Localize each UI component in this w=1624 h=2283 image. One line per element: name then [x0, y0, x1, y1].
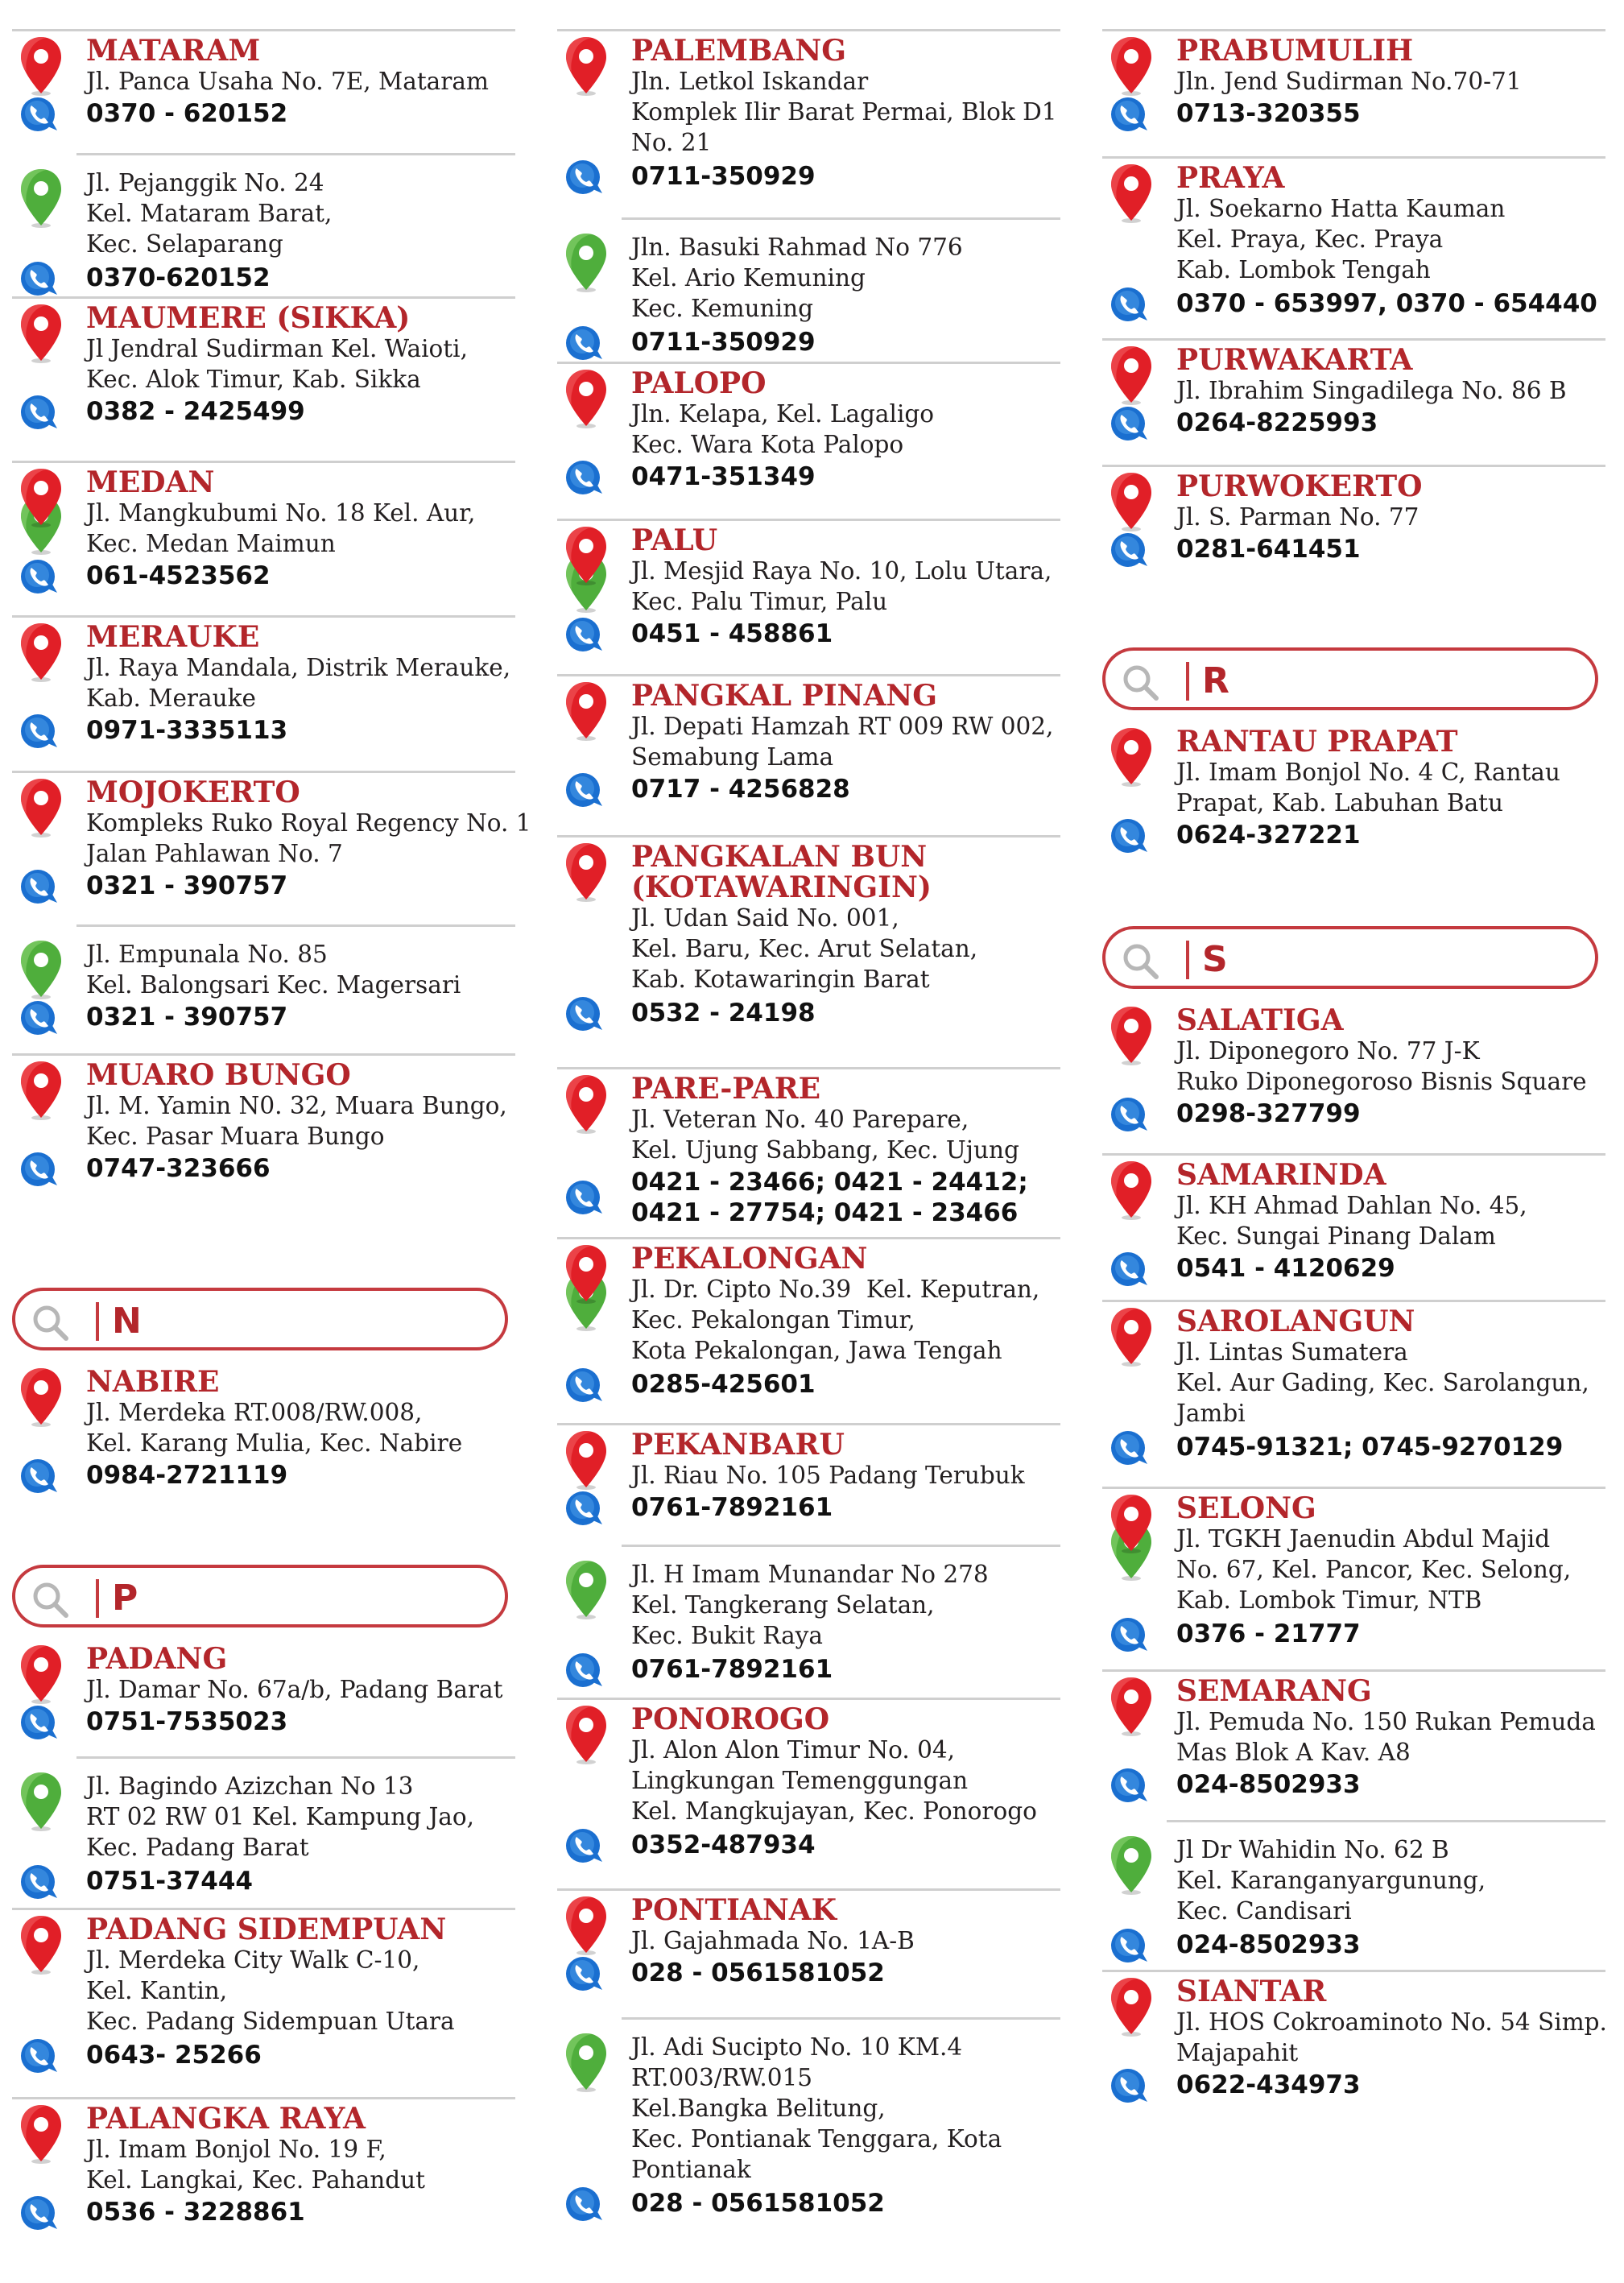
city-name: NABIRE — [86, 1365, 220, 1399]
phone-number: 0264-8225993 — [1176, 408, 1378, 437]
separator — [557, 362, 1060, 364]
separator — [1102, 1669, 1605, 1672]
phone-icon — [565, 1178, 604, 1217]
phone-number: 0285-425601 — [631, 1370, 816, 1399]
separator — [12, 1908, 515, 1910]
phone-icon — [20, 1703, 59, 1742]
map-pin-icon — [1109, 163, 1154, 224]
address: Jln. Letkol Iskandar Komplek Ilir Barat Permai, Blok D1 No. 21 — [631, 68, 1057, 156]
separator — [76, 1756, 515, 1759]
phone-number: 0643- 25266 — [86, 2041, 262, 2070]
map-pin-icon — [1109, 35, 1154, 97]
map-pin-icon — [564, 1243, 609, 1332]
search-icon — [1120, 941, 1160, 981]
map-pin-icon — [564, 1895, 609, 1956]
city-name: PONTIANAK — [631, 1893, 837, 1927]
address: Jl. M. Yamin N0. 32, Muara Bungo, Kec. Pasar Muara Bungo — [86, 1092, 507, 1150]
separator — [12, 615, 515, 618]
separator — [1167, 1820, 1605, 1822]
separator — [557, 519, 1060, 521]
separator — [557, 1888, 1060, 1891]
phone-icon — [1110, 1250, 1149, 1288]
phone-icon — [20, 2194, 59, 2232]
phone-number: 0352-487934 — [631, 1830, 816, 1859]
phone-number: 0751-7535023 — [86, 1707, 288, 1736]
city-name: PALU — [631, 523, 718, 557]
phone-number: 0321 - 390757 — [86, 1003, 288, 1032]
map-pin-icon — [564, 842, 609, 903]
phone-number: 0321 - 390757 — [86, 871, 288, 900]
map-pin-icon — [19, 622, 64, 683]
address: Jl. Panca Usaha No. 7E, Mataram — [86, 68, 489, 95]
address: Jl. Dr. Cipto No.39 Kel. Keputran, Kec. Pekalongan Timur, Kota Pekalongan, Jawa Tengah — [631, 1276, 1040, 1364]
separator — [557, 29, 1060, 31]
map-pin-green-icon — [564, 232, 609, 293]
address: Jl. Imam Bonjol No. 4 C, Rantau Prapat, Kab. Labuhan Batu — [1176, 759, 1560, 817]
city-name: PALEMBANG — [631, 34, 846, 68]
separator — [557, 1698, 1060, 1700]
city-name: PALOPO — [631, 366, 767, 400]
phone-icon — [565, 158, 604, 196]
phone-icon — [20, 1457, 59, 1495]
separator — [1102, 29, 1605, 31]
address: Jl. HOS Cokroaminoto No. 54 Simp. Majapahit — [1176, 2008, 1607, 2066]
address: Jl. Merdeka RT.008/RW.008, Kel. Karang Mulia, Kec. Nabire — [86, 1399, 463, 1457]
separator — [1102, 156, 1605, 159]
separator — [557, 674, 1060, 676]
address: Jl. Mangkubumi No. 18 Kel. Aur, Kec. Medan Maimun — [86, 499, 476, 557]
map-pin-green-icon — [19, 1771, 64, 1832]
city-name: MEDAN — [86, 465, 215, 499]
phone-icon — [1110, 1429, 1149, 1467]
map-pin-icon — [19, 467, 64, 556]
phone-number: 024-8502933 — [1176, 1930, 1361, 1959]
section-letter: S — [1202, 939, 1228, 980]
separator — [557, 1423, 1060, 1425]
address: Jl. Merdeka City Walk C-10, Kel. Kantin, Kec. Padang Sidempuan Utara — [86, 1946, 455, 2035]
separator — [12, 771, 515, 773]
city-name: SELONG — [1176, 1491, 1316, 1525]
phone-icon — [20, 393, 59, 432]
phone-icon — [565, 1489, 604, 1528]
map-pin-icon — [564, 1429, 609, 1491]
phone-number: 0751-37444 — [86, 1867, 253, 1896]
city-name: PANGKALAN BUN (KOTAWARINGIN) — [631, 840, 932, 904]
map-pin-green-icon — [1109, 1834, 1154, 1896]
address: Jl. Depati Hamzah RT 009 RW 002, Semabung Lama — [631, 713, 1054, 771]
city-name: PRABUMULIH — [1176, 34, 1414, 68]
separator — [1102, 465, 1605, 467]
map-pin-icon — [564, 35, 609, 97]
map-pin-green-icon — [564, 1559, 609, 1620]
phone-number: 024-8502933 — [1176, 1770, 1361, 1799]
phone-number: 0761-7892161 — [631, 1493, 833, 1522]
map-pin-icon — [19, 35, 64, 97]
section-header-n — [12, 1288, 508, 1350]
address: Jln. Basuki Rahmad No 776 Kel. Ario Kemuning Kec. Kemuning — [631, 234, 963, 322]
phone-number: 0370 - 653997, 0370 - 654440 — [1176, 289, 1597, 318]
phone-icon — [1110, 1615, 1149, 1654]
section-header-p — [12, 1565, 508, 1627]
address: Jl. Gajahmada No. 1A-B — [631, 1927, 915, 1954]
section-letter: R — [1202, 660, 1229, 701]
address: Jl. KH Ahmad Dahlan No. 45, Kec. Sungai Pinang Dalam — [1176, 1192, 1527, 1250]
address: Jl. Imam Bonjol No. 19 F, Kel. Langkai, Kec. Pahandut — [86, 2136, 426, 2194]
phone-number: 0532 - 24198 — [631, 999, 816, 1028]
city-name: MATARAM — [86, 34, 261, 68]
city-name: MOJOKERTO — [86, 775, 300, 809]
map-pin-icon — [19, 1644, 64, 1705]
phone-icon — [565, 458, 604, 497]
phone-number: 0622-434973 — [1176, 2070, 1361, 2099]
city-name: PADANG — [86, 1642, 228, 1676]
phone-icon — [20, 1150, 59, 1189]
phone-number: 0451 - 458861 — [631, 619, 833, 648]
map-pin-icon — [1109, 1005, 1154, 1066]
phone-icon — [1110, 1766, 1149, 1805]
city-name: PURWOKERTO — [1176, 469, 1423, 503]
divider — [96, 1579, 99, 1618]
map-pin-icon — [19, 1914, 64, 1975]
phone-number: 0370-620152 — [86, 263, 271, 292]
search-icon — [30, 1579, 70, 1619]
city-name: SAROLANGUN — [1176, 1305, 1415, 1338]
separator — [12, 461, 515, 463]
phone-icon — [1110, 95, 1149, 134]
map-pin-icon — [1109, 1493, 1154, 1582]
separator — [622, 1545, 1060, 1547]
map-pin-icon — [1109, 1160, 1154, 1221]
phone-number: 0376 - 21777 — [1176, 1619, 1361, 1648]
city-name: PARE-PARE — [631, 1072, 821, 1106]
phone-icon — [565, 1651, 604, 1690]
address: Jl. Bagindo Azizchan No 13 RT 02 RW 01 Kel. Kampung Jao, Kec. Padang Barat — [86, 1772, 475, 1861]
phone-number: 0536 - 3228861 — [86, 2198, 305, 2227]
phone-icon — [1110, 285, 1149, 324]
phone-number: 0711-350929 — [631, 162, 816, 191]
city-name: PALANGKA RAYA — [86, 2102, 366, 2136]
search-icon — [30, 1302, 70, 1342]
separator — [12, 296, 515, 299]
address: Jl. Ibrahim Singadilega No. 86 B — [1176, 377, 1567, 404]
section-header-r — [1102, 647, 1598, 710]
separator — [1102, 1300, 1605, 1302]
map-pin-icon — [1109, 1976, 1154, 2037]
phone-icon — [20, 259, 59, 298]
map-pin-icon — [1109, 345, 1154, 406]
phone-icon — [20, 712, 59, 751]
address: Jl. Soekarno Hatta Kauman Kel. Praya, Kec. Praya Kab. Lombok Tengah — [1176, 195, 1506, 283]
map-pin-green-icon — [19, 168, 64, 229]
city-name: SALATIGA — [1176, 1003, 1344, 1037]
separator — [12, 1053, 515, 1056]
address: Jl. Raya Mandala, Distrik Merauke, Kab. Merauke — [86, 654, 511, 712]
address: Jl. Diponegoro No. 77 J-K Ruko Diponegoroso Bisnis Square — [1176, 1037, 1587, 1095]
map-pin-icon — [19, 2103, 64, 2165]
address: Jln. Jend Sudirman No.70-71 — [1176, 68, 1522, 95]
phone-number: 0713-320355 — [1176, 99, 1361, 128]
phone-number: 061-4523562 — [86, 561, 271, 590]
address: Jl. Adi Sucipto No. 10 KM.4 RT.003/RW.015 Kel.Bangka Belitung, Kec. Pontianak Tenggara, Kota Pontianak — [631, 2033, 1002, 2183]
phone-icon — [565, 324, 604, 362]
divider — [1186, 941, 1189, 979]
city-name: PRAYA — [1176, 161, 1285, 195]
phone-icon — [565, 1366, 604, 1404]
phone-number: 028 - 0561581052 — [631, 2189, 885, 2218]
city-name: SAMARINDA — [1176, 1158, 1386, 1192]
phone-icon — [20, 1863, 59, 1901]
phone-number: 0761-7892161 — [631, 1655, 833, 1684]
map-pin-icon — [19, 1367, 64, 1428]
phone-number: 0745-91321; 0745-9270129 — [1176, 1433, 1564, 1462]
phone-number: 0541 - 4120629 — [1176, 1254, 1395, 1283]
phone-icon — [565, 771, 604, 809]
city-name: PADANG SIDEMPUAN — [86, 1913, 447, 1946]
address: Jln. Kelapa, Kel. Lagaligo Kec. Wara Kota Palopo — [631, 400, 935, 458]
city-name: MERAUKE — [86, 620, 260, 654]
address: Jl. S. Parman No. 77 — [1176, 503, 1419, 531]
phone-icon — [1110, 1926, 1149, 1965]
phone-icon — [1110, 404, 1149, 443]
address: Jl. Veteran No. 40 Parepare, Kel. Ujung Sabbang, Kec. Ujung — [631, 1106, 1019, 1164]
phone-number: 0370 - 620152 — [86, 99, 288, 128]
address: Jl. Riau No. 105 Padang Terubuk — [631, 1462, 1025, 1489]
city-name: PEKALONGAN — [631, 1242, 868, 1276]
address: Jl. Empunala No. 85 Kel. Balongsari Kec. Magersari — [86, 941, 461, 999]
phone-number: 0421 - 23466; 0421 - 24412; 0421 - 27754; 0421 - 23466 — [631, 1168, 1028, 1227]
phone-number: 0717 - 4256828 — [631, 775, 850, 804]
divider — [1186, 662, 1189, 701]
map-pin-green-icon — [564, 2032, 609, 2093]
city-name: SEMARANG — [1176, 1674, 1372, 1708]
address: Jl. TGKH Jaenudin Abdul Majid No. 67, Kel. Pancor, Kec. Selong, Kab. Lombok Timur, NTB — [1176, 1525, 1572, 1614]
section-header-s — [1102, 926, 1598, 989]
phone-icon — [1110, 1095, 1149, 1134]
section-letter: P — [112, 1578, 138, 1619]
phone-icon — [20, 867, 59, 906]
phone-icon — [565, 995, 604, 1033]
city-name: PONOROGO — [631, 1702, 830, 1736]
map-pin-icon — [1109, 726, 1154, 788]
phone-number: 0471-351349 — [631, 462, 816, 491]
separator — [76, 924, 515, 927]
address: Jl. Udan Said No. 001, Kel. Baru, Kec. Arut Selatan, Kab. Kotawaringin Barat — [631, 904, 978, 993]
address: Kompleks Ruko Royal Regency No. 1 Jalan Pahlawan No. 7 — [86, 809, 531, 867]
map-pin-icon — [1109, 1306, 1154, 1367]
address: Jl Jendral Sudirman Kel. Waioti, Kec. Alok Timur, Kab. Sikka — [86, 335, 468, 393]
separator — [76, 153, 515, 155]
city-name: PEKANBARU — [631, 1428, 845, 1462]
phone-icon — [565, 1826, 604, 1865]
city-name: MAUMERE (SIKKA) — [86, 301, 411, 335]
map-pin-green-icon — [19, 939, 64, 1000]
phone-number: 028 - 0561581052 — [631, 1958, 885, 1987]
separator — [12, 2097, 515, 2099]
phone-number: 0711-350929 — [631, 328, 816, 357]
phone-icon — [565, 2185, 604, 2223]
map-pin-icon — [564, 525, 609, 614]
map-pin-icon — [1109, 1676, 1154, 1737]
separator — [1102, 338, 1605, 341]
separator — [12, 29, 515, 31]
map-pin-icon — [19, 303, 64, 364]
address: Jl. Mesjid Raya No. 10, Lolu Utara, Kec. Palu Timur, Palu — [631, 557, 1052, 615]
phone-icon — [1110, 2066, 1149, 2105]
separator — [557, 1237, 1060, 1239]
separator — [557, 1067, 1060, 1069]
phone-icon — [565, 1954, 604, 1993]
address: Jl. Alon Alon Timur No. 04, Lingkungan Temenggungan Kel. Mangkujayan, Kec. Ponorogo — [631, 1736, 1037, 1825]
city-name: SIANTAR — [1176, 1975, 1327, 2008]
map-pin-icon — [564, 368, 609, 429]
section-letter: N — [112, 1301, 142, 1342]
address: Jl. Pemuda No. 150 Rukan Pemuda Mas Blok A Kav. A8 — [1176, 1708, 1596, 1766]
separator — [1102, 1487, 1605, 1489]
separator — [1102, 1153, 1605, 1156]
phone-number: 0281-641451 — [1176, 535, 1361, 564]
map-pin-icon — [564, 1073, 609, 1135]
city-name: MUARO BUNGO — [86, 1058, 351, 1092]
map-pin-icon — [564, 680, 609, 742]
divider — [96, 1302, 99, 1341]
phone-number: 0984-2721119 — [86, 1461, 288, 1490]
separator — [622, 217, 1060, 220]
address: Jl. Pejanggik No. 24 Kel. Mataram Barat, Kec. Selaparang — [86, 169, 333, 258]
address: Jl. H Imam Munandar No 278 Kel. Tangkerang Selatan, Kec. Bukit Raya — [631, 1561, 989, 1649]
phone-number: 0747-323666 — [86, 1154, 271, 1183]
separator — [1102, 1970, 1605, 1972]
map-pin-icon — [19, 1060, 64, 1121]
search-icon — [1120, 662, 1160, 702]
city-name: PANGKAL PINANG — [631, 679, 938, 713]
phone-icon — [20, 999, 59, 1037]
phone-number: 0624-327221 — [1176, 821, 1361, 850]
city-name: RANTAU PRAPAT — [1176, 725, 1458, 759]
phone-number: 0382 - 2425499 — [86, 397, 305, 426]
phone-icon — [1110, 531, 1149, 569]
address: Jl. Lintas Sumatera Kel. Aur Gading, Kec. Sarolangun, Jambi — [1176, 1338, 1589, 1427]
city-name: PURWAKARTA — [1176, 343, 1413, 377]
separator — [622, 2017, 1060, 2020]
address: Jl Dr Wahidin No. 62 B Kel. Karanganyargunung, Kec. Candisari — [1176, 1836, 1486, 1925]
phone-icon — [1110, 817, 1149, 855]
separator — [557, 835, 1060, 838]
phone-number: 0298-327799 — [1176, 1099, 1361, 1128]
map-pin-icon — [19, 777, 64, 838]
phone-icon — [20, 557, 59, 596]
phone-icon — [20, 95, 59, 134]
map-pin-icon — [1109, 471, 1154, 532]
phone-icon — [565, 615, 604, 654]
map-pin-icon — [564, 1704, 609, 1765]
phone-number: 0971-3335113 — [86, 716, 288, 745]
phone-icon — [20, 2037, 59, 2075]
address: Jl. Damar No. 67a/b, Padang Barat — [86, 1676, 503, 1703]
